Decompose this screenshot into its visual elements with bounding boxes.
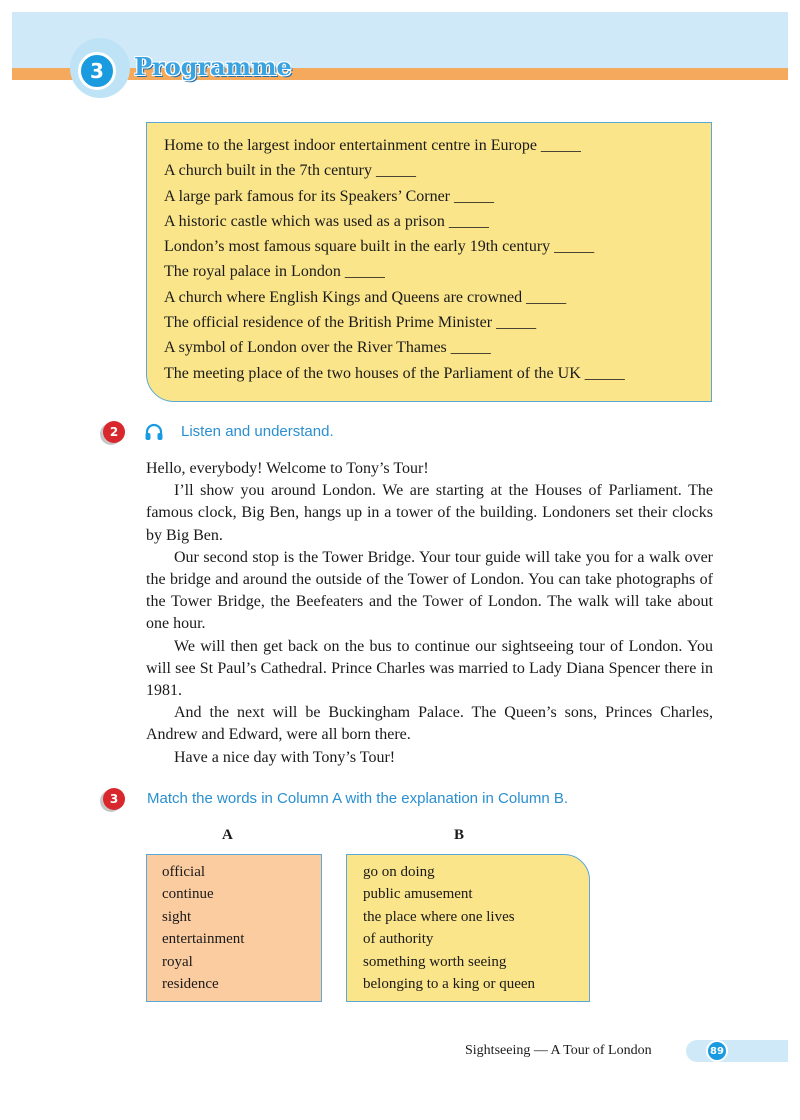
exercise-2-instruction: Listen and understand. [181,423,334,440]
column-a-item: official [162,864,206,880]
places-line: A church where English Kings and Queens are crowned _____ [164,288,567,306]
passage-paragraph: I’ll show you around London. We are starting at the Houses of Parliament. The famous clock, Big Ben, hangs up in a tower of the building. Londoners set their clocks by Big Ben. [146,482,713,544]
column-b-item: public amusement [363,886,473,903]
column-a-item: continue [162,886,214,903]
places-line: London’s most famous square built in the early 19th century _____ [164,238,595,256]
column-b-heading: B [454,827,465,843]
exercise-3-instruction: Match the words in Column A with the explanation in Column B. [147,790,569,807]
column-a-heading: A [222,827,233,843]
column-a-item: entertainment [162,931,245,948]
column-b-box [346,854,590,1002]
exercise-2-badge: 2 [103,421,125,443]
passage-paragraph: Hello, everybody! Welcome to Tony’s Tour! [146,460,429,477]
column-b-item: something worth seeing [363,953,507,970]
column-a-box [146,854,322,1002]
exercise-3-badge: 3 [103,788,125,810]
headphones-icon [144,422,164,442]
column-b-item: of authority [363,931,434,948]
column-a-item: residence [162,976,219,993]
places-line: A symbol of London over the River Thames _____ [164,339,491,357]
page-number: 89 [706,1040,728,1062]
places-line: A large park famous for its Speakers’ Corner _____ [164,187,494,205]
places-box [146,122,712,402]
footer-title: Sightseeing — A Tour of London [465,1043,652,1058]
column-b-item: the place where one lives [363,908,515,925]
places-line: The royal palace in London _____ [164,263,385,281]
column-a-item: royal [162,953,193,970]
places-line: Home to the largest indoor entertainment centre in Europe _____ [164,137,581,154]
footer-tab [686,1040,788,1062]
column-b-item: belonging to a king or queen [363,976,536,993]
places-line: The official residence of the British Prime Minister _____ [164,314,537,332]
unit-number-badge: 3 [78,52,116,90]
unit-title: Programme [134,52,292,81]
places-line: A church built in the 7th century _____ [164,162,416,180]
passage-paragraph: Have a nice day with Tony’s Tour! [174,748,396,766]
column-a-item: sight [162,908,192,925]
places-line: A historic castle which was used as a prison _____ [164,212,489,230]
passage-paragraph: We will then get back on the bus to continue our sightseeing tour of London. You will see St Paul’s Cathedral. Prince Charles was married to Lady Diana Spencer there in 1981. [146,637,713,700]
passage-paragraph: Our second stop is the Tower Bridge. Your tour guide will take you for a walk over the bridge and around the outside of the Tower of London. You can take photographs of the Tower Bridge, the Beefeaters and the Tower of London. The walk will take about one hour. [146,548,713,633]
places-line: The meeting place of the two houses of the Parliament of the UK _____ [164,364,625,382]
tour-passage [146,458,713,769]
passage-paragraph: And the next will be Buckingham Palace. The Queen’s sons, Princes Charles, Andrew and Edward, were all born there. [146,704,713,744]
column-b-item: go on doing [363,864,435,880]
